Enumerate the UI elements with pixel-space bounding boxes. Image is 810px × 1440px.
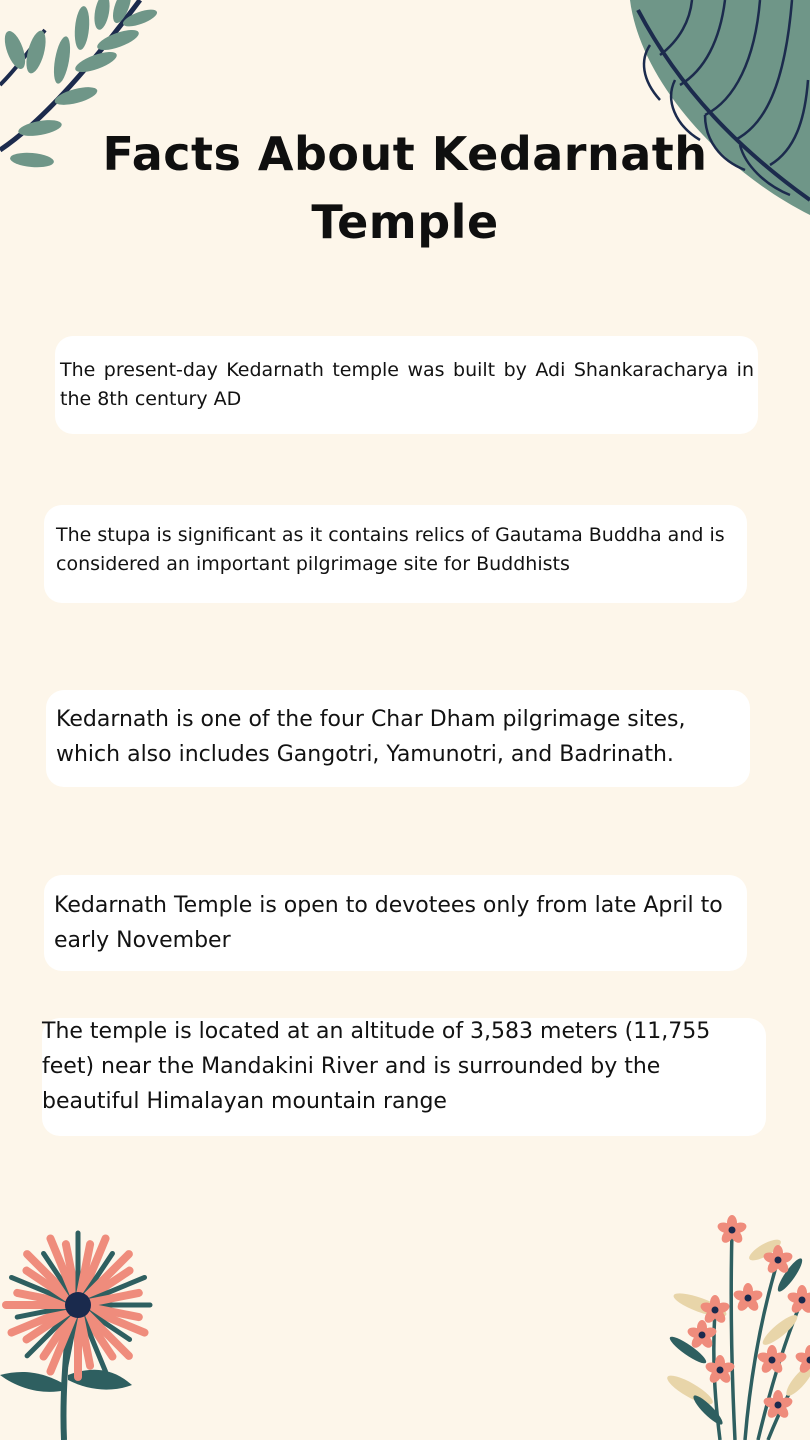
fact-text: The present-day Kedarnath temple was built by Adi Shankaracharya in the 8th century AD (60, 359, 754, 410)
wildflower-center (775, 1257, 782, 1264)
wildflower-center (717, 1367, 724, 1374)
daisy-flower-icon (0, 1225, 160, 1440)
wildflower-center (775, 1402, 782, 1409)
wildflower-center (729, 1227, 736, 1234)
fact-text: Kedarnath is one of the four Char Dham pilgrimage sites, which also includes Gangotri, Yamunotri, and Badrinath. (56, 707, 686, 767)
fact-card (42, 1018, 766, 1136)
page-title: Facts About Kedarnath Temple (102, 127, 708, 249)
wildflowers-icon (660, 1210, 810, 1440)
fact-card (55, 336, 758, 434)
wildflower-center (699, 1332, 706, 1339)
wildflower-center (745, 1295, 752, 1302)
fact-text: Kedarnath Temple is open to devotees only from late April to early November (54, 893, 723, 953)
fact-text: The stupa is significant as it contains relics of Gautama Buddha and is considered an important pilgrimage site for Buddhists (56, 524, 725, 575)
wildflower-center (769, 1357, 776, 1364)
wildflower-center (799, 1297, 806, 1304)
fact-card (44, 875, 747, 971)
fact-text: The temple is located at an altitude of 3,583 meters (11,755 feet) near the Mandakini River and is surrounded by the beautiful Himalayan mountain range (42, 1019, 711, 1114)
fact-card (46, 690, 750, 787)
fact-card (44, 505, 747, 603)
wildflower-center (712, 1307, 719, 1314)
